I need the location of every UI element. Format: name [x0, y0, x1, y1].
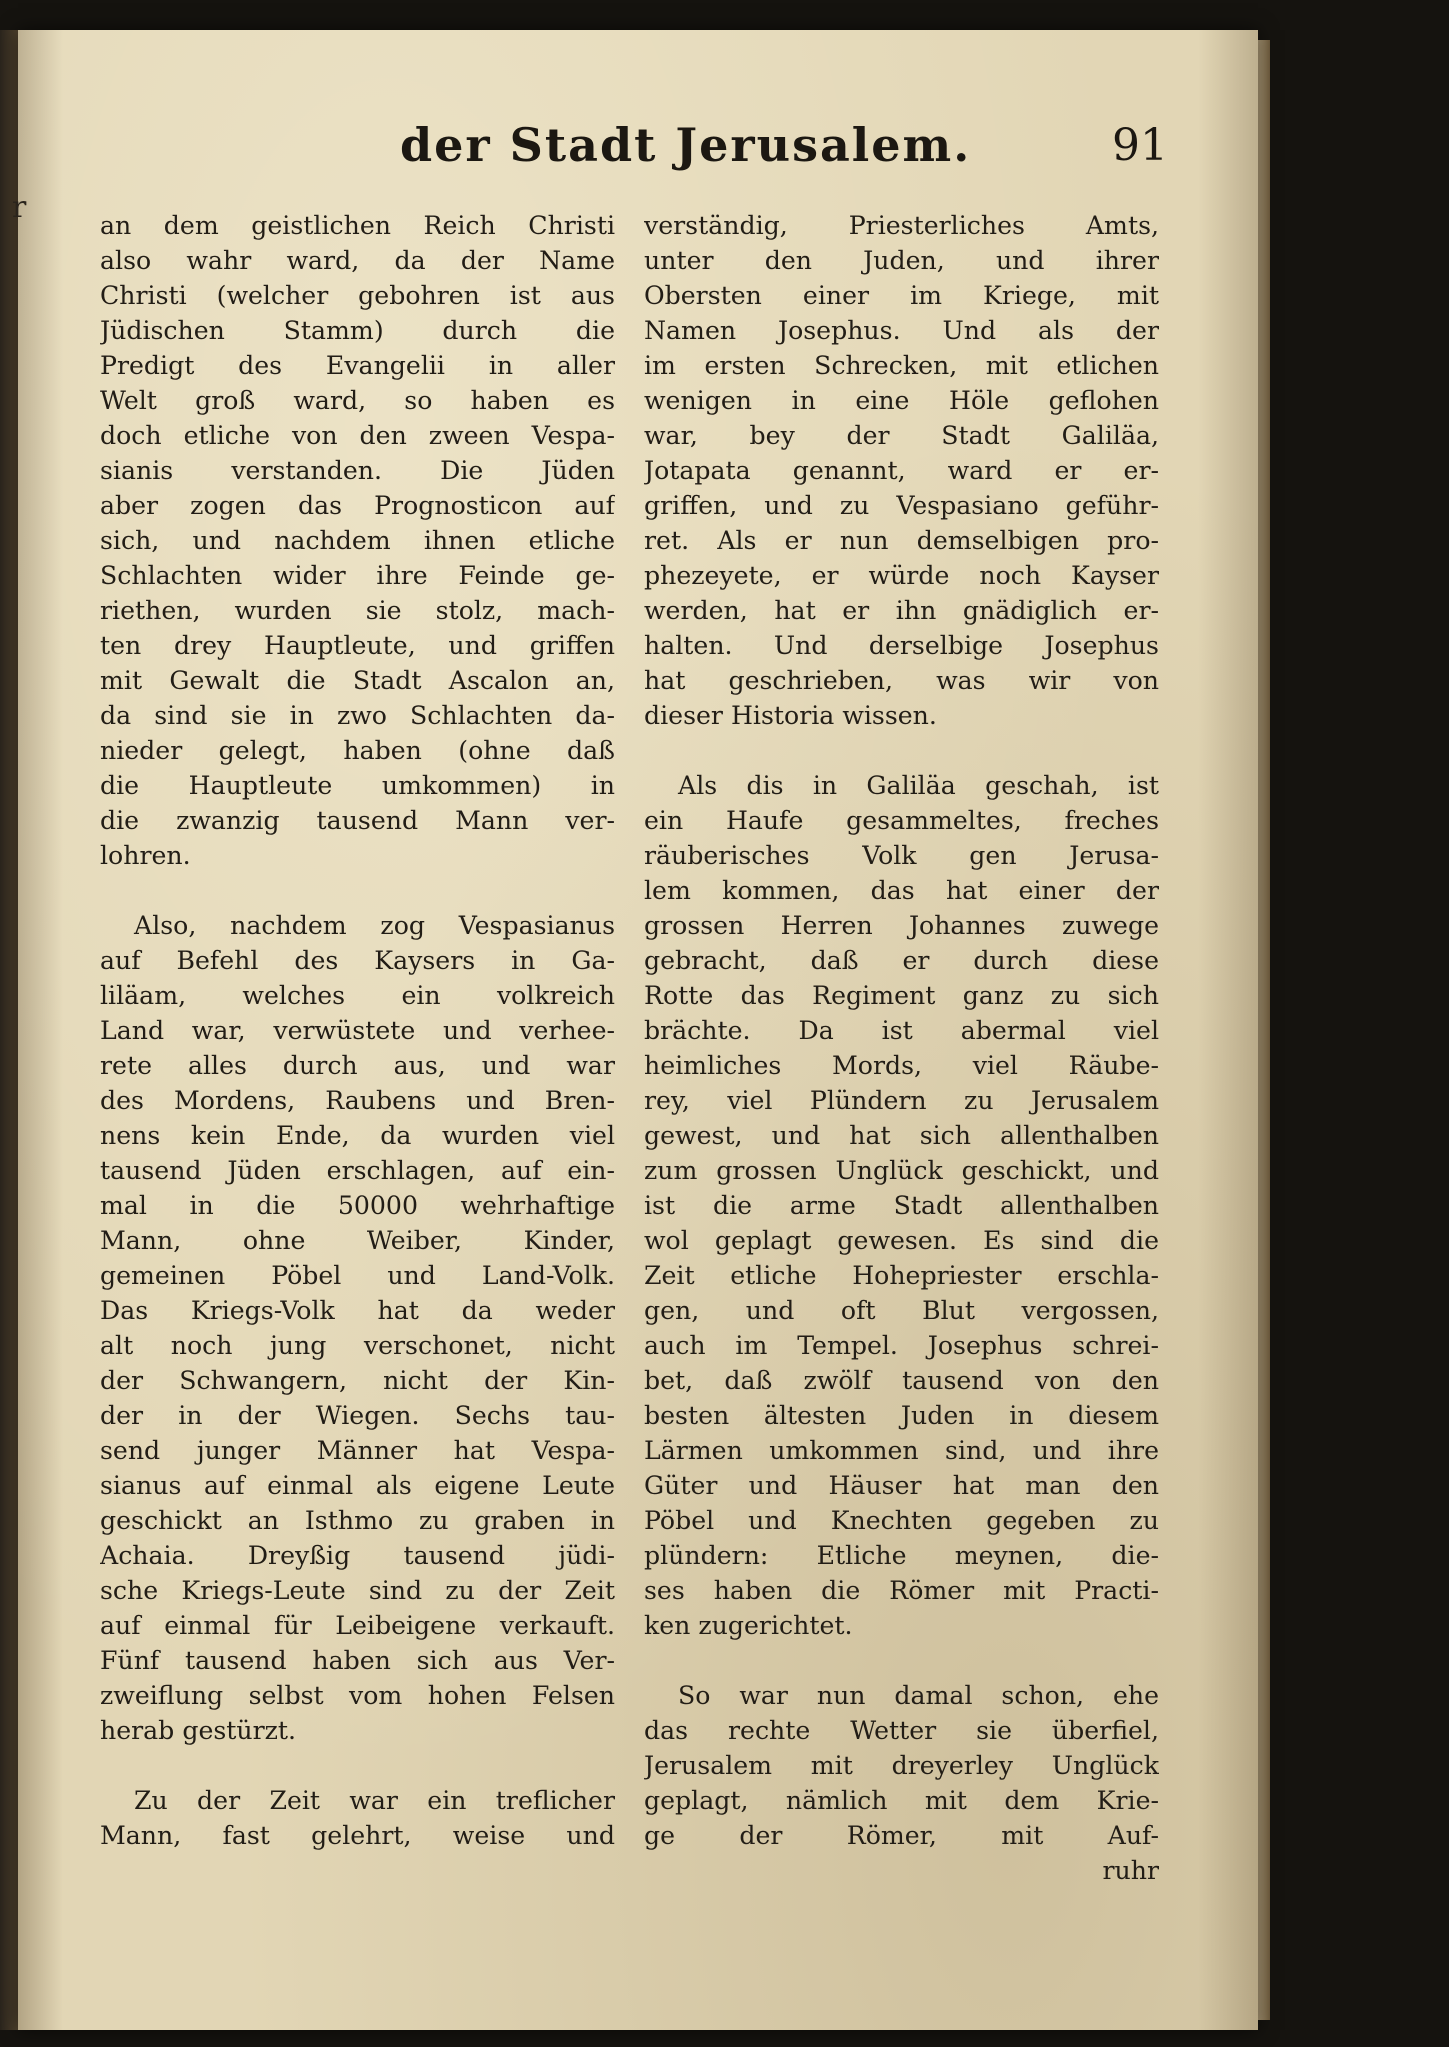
text-line: der Schwangern, nicht der Kin- — [100, 1366, 615, 1395]
text-line: herab gestürzt. — [100, 1716, 297, 1745]
paragraph-gap — [644, 1643, 1159, 1678]
text-line: ret. Als er nun demselbigen pro- — [644, 526, 1159, 555]
paragraph-gap — [100, 1748, 615, 1783]
text-line: tausend Jüden erschlagen, auf ein- — [100, 1156, 615, 1185]
text-line: gen, und oft Blut vergossen, — [644, 1296, 1159, 1325]
text-line: also wahr ward, da der Name — [100, 246, 615, 275]
text-line: Predigt des Evangelii in aller — [100, 351, 615, 380]
page-edge — [1258, 40, 1270, 2020]
text-line: Fünf tausend haben sich aus Ver- — [100, 1646, 615, 1675]
text-line: zweiflung selbst vom hohen Felsen — [100, 1681, 615, 1710]
text-line: Achaia. Dreyßig tausend jüdi- — [100, 1541, 615, 1570]
text-line: Namen Josephus. Und als der — [644, 316, 1159, 345]
text-line: Also, nachdem zog Vespasianus — [134, 911, 615, 940]
text-line: doch etliche von den zween Vespa- — [100, 421, 615, 450]
page-header — [400, 118, 1180, 188]
text-line: geplagt, nämlich mit dem Krie- — [644, 1786, 1159, 1815]
text-line: ge der Römer, mit Auf- — [644, 1821, 1159, 1850]
text-line: besten ältesten Juden in diesem — [644, 1401, 1159, 1430]
paragraph-gap — [100, 873, 615, 908]
text-line: gewest, und hat sich allenthalben — [644, 1121, 1159, 1150]
text-line: Land war, verwüstete und verhee- — [100, 1016, 615, 1045]
text-line: wenigen in eine Höle geflohen — [644, 386, 1159, 415]
text-line: Güter und Häuser hat man den — [644, 1471, 1159, 1500]
right-column — [644, 208, 1159, 1888]
text-line: das rechte Wetter sie überfiel, — [644, 1716, 1159, 1745]
text-line: bet, daß zwölf tausend von den — [644, 1366, 1159, 1395]
text-line: halten. Und derselbige Josephus — [644, 631, 1159, 660]
text-line: heimliches Mords, viel Räube- — [644, 1051, 1159, 1080]
text-line: Rotte das Regiment ganz zu sich — [644, 981, 1159, 1010]
text-line: So war nun damal schon, ehe — [678, 1681, 1159, 1710]
text-line: wol geplagt gewesen. Es sind die — [644, 1226, 1159, 1255]
text-line: mal in die 50000 wehrhaftige — [100, 1191, 615, 1220]
text-line: sche Kriegs-Leute sind zu der Zeit — [100, 1576, 615, 1605]
text-line: Jüdischen Stamm) durch die — [100, 316, 615, 345]
text-line: Als dis in Galiläa geschah, ist — [678, 771, 1159, 800]
text-line: lem kommen, das hat einer der — [644, 876, 1159, 905]
text-line: grossen Herren Johannes zuwege — [644, 911, 1159, 940]
text-line: auf Befehl des Kaysers in Ga- — [100, 946, 615, 975]
text-line: des Mordens, Raubens und Bren- — [100, 1086, 615, 1115]
text-line: geschickt an Isthmo zu graben in — [100, 1506, 615, 1535]
text-line: phezeyete, er würde noch Kayser — [644, 561, 1159, 590]
text-line: ein Haufe gesammeltes, freches — [644, 806, 1159, 835]
text-line: brächte. Da ist abermal viel — [644, 1016, 1159, 1045]
text-line: ruhr — [1102, 1856, 1159, 1885]
text-line: hat geschrieben, was wir von — [644, 666, 1159, 695]
text-line: an dem geistlichen Reich Christi — [100, 211, 615, 240]
text-line: im ersten Schrecken, mit etlichen — [644, 351, 1159, 380]
text-line: die Hauptleute umkommen) in — [100, 771, 615, 800]
text-line: Zeit etliche Hohepriester erschla- — [644, 1261, 1159, 1290]
text-line: sianus auf einmal als eigene Leute — [100, 1471, 615, 1500]
text-line: Pöbel und Knechten gegeben zu — [644, 1506, 1159, 1535]
text-line: Obersten einer im Kriege, mit — [644, 281, 1159, 310]
text-line: werden, hat er ihn gnädiglich er- — [644, 596, 1159, 625]
text-line: mit Gewalt die Stadt Ascalon an, — [100, 666, 615, 695]
text-line: sianis verstanden. Die Jüden — [100, 456, 615, 485]
text-line: aber zogen das Prognosticon auf — [100, 491, 615, 520]
text-line: sich, und nachdem ihnen etliche — [100, 526, 615, 555]
text-line: die zwanzig tausend Mann ver- — [100, 806, 615, 835]
text-line: lohren. — [100, 841, 191, 870]
text-line: ken zugerichtet. — [644, 1611, 853, 1640]
text-line: griffen, und zu Vespasiano geführ- — [644, 491, 1159, 520]
text-line: der in der Wiegen. Sechs tau- — [100, 1401, 615, 1430]
text-line: verständig, Priesterliches Amts, — [644, 211, 1159, 240]
text-line: dieser Historia wissen. — [644, 701, 937, 730]
text-line: Das Kriegs-Volk hat da weder — [100, 1296, 615, 1325]
text-line: send junger Männer hat Vespa- — [100, 1436, 615, 1465]
text-line: ist die arme Stadt allenthalben — [644, 1191, 1159, 1220]
text-line: gebracht, daß er durch diese — [644, 946, 1159, 975]
text-line: räuberisches Volk gen Jerusa- — [644, 841, 1159, 870]
text-line: nieder gelegt, haben (ohne daß — [100, 736, 615, 765]
text-line: Zu der Zeit war ein treflicher — [134, 1786, 615, 1815]
text-line: war, bey der Stadt Galiläa, — [644, 421, 1159, 450]
left-column — [100, 208, 615, 1853]
paragraph-gap — [644, 733, 1159, 768]
margin-mark: r — [12, 190, 27, 225]
text-line: Christi (welcher gebohren ist aus — [100, 281, 615, 310]
text-line: gemeinen Pöbel und Land-Volk. — [100, 1261, 615, 1290]
text-line: rete alles durch aus, und war — [100, 1051, 615, 1080]
text-line: da sind sie in zwo Schlachten da- — [100, 701, 615, 730]
text-line: rey, viel Plündern zu Jerusalem — [644, 1086, 1159, 1115]
text-line: Mann, ohne Weiber, Kinder, — [100, 1226, 615, 1255]
text-line: riethen, wurden sie stolz, mach- — [100, 596, 615, 625]
text-line: liläam, welches ein volkreich — [100, 981, 615, 1010]
text-line: Schlachten wider ihre Feinde ge- — [100, 561, 615, 590]
text-line: unter den Juden, und ihrer — [644, 246, 1159, 275]
text-line: zum grossen Unglück geschickt, und — [644, 1156, 1159, 1185]
text-line: Lärmen umkommen sind, und ihre — [644, 1436, 1159, 1465]
text-line: Mann, fast gelehrt, weise und — [100, 1821, 615, 1850]
text-line: Jerusalem mit dreyerley Unglück — [644, 1751, 1159, 1780]
text-line: Welt groß ward, so haben es — [100, 386, 615, 415]
page-number: 91 — [1112, 120, 1168, 171]
text-line: ten drey Hauptleute, und griffen — [100, 631, 615, 660]
text-line: nens kein Ende, da wurden viel — [100, 1121, 615, 1150]
text-line: auch im Tempel. Josephus schrei- — [644, 1331, 1159, 1360]
running-title: der Stadt Jerusalem. — [400, 118, 972, 172]
text-line: plündern: Etliche meynen, die- — [644, 1541, 1159, 1570]
text-line: Jotapata genannt, ward er er- — [644, 456, 1159, 485]
text-line: auf einmal für Leibeigene verkauft. — [100, 1611, 615, 1640]
text-line: alt noch jung verschonet, nicht — [100, 1331, 615, 1360]
text-line: ses haben die Römer mit Practi- — [644, 1576, 1159, 1605]
